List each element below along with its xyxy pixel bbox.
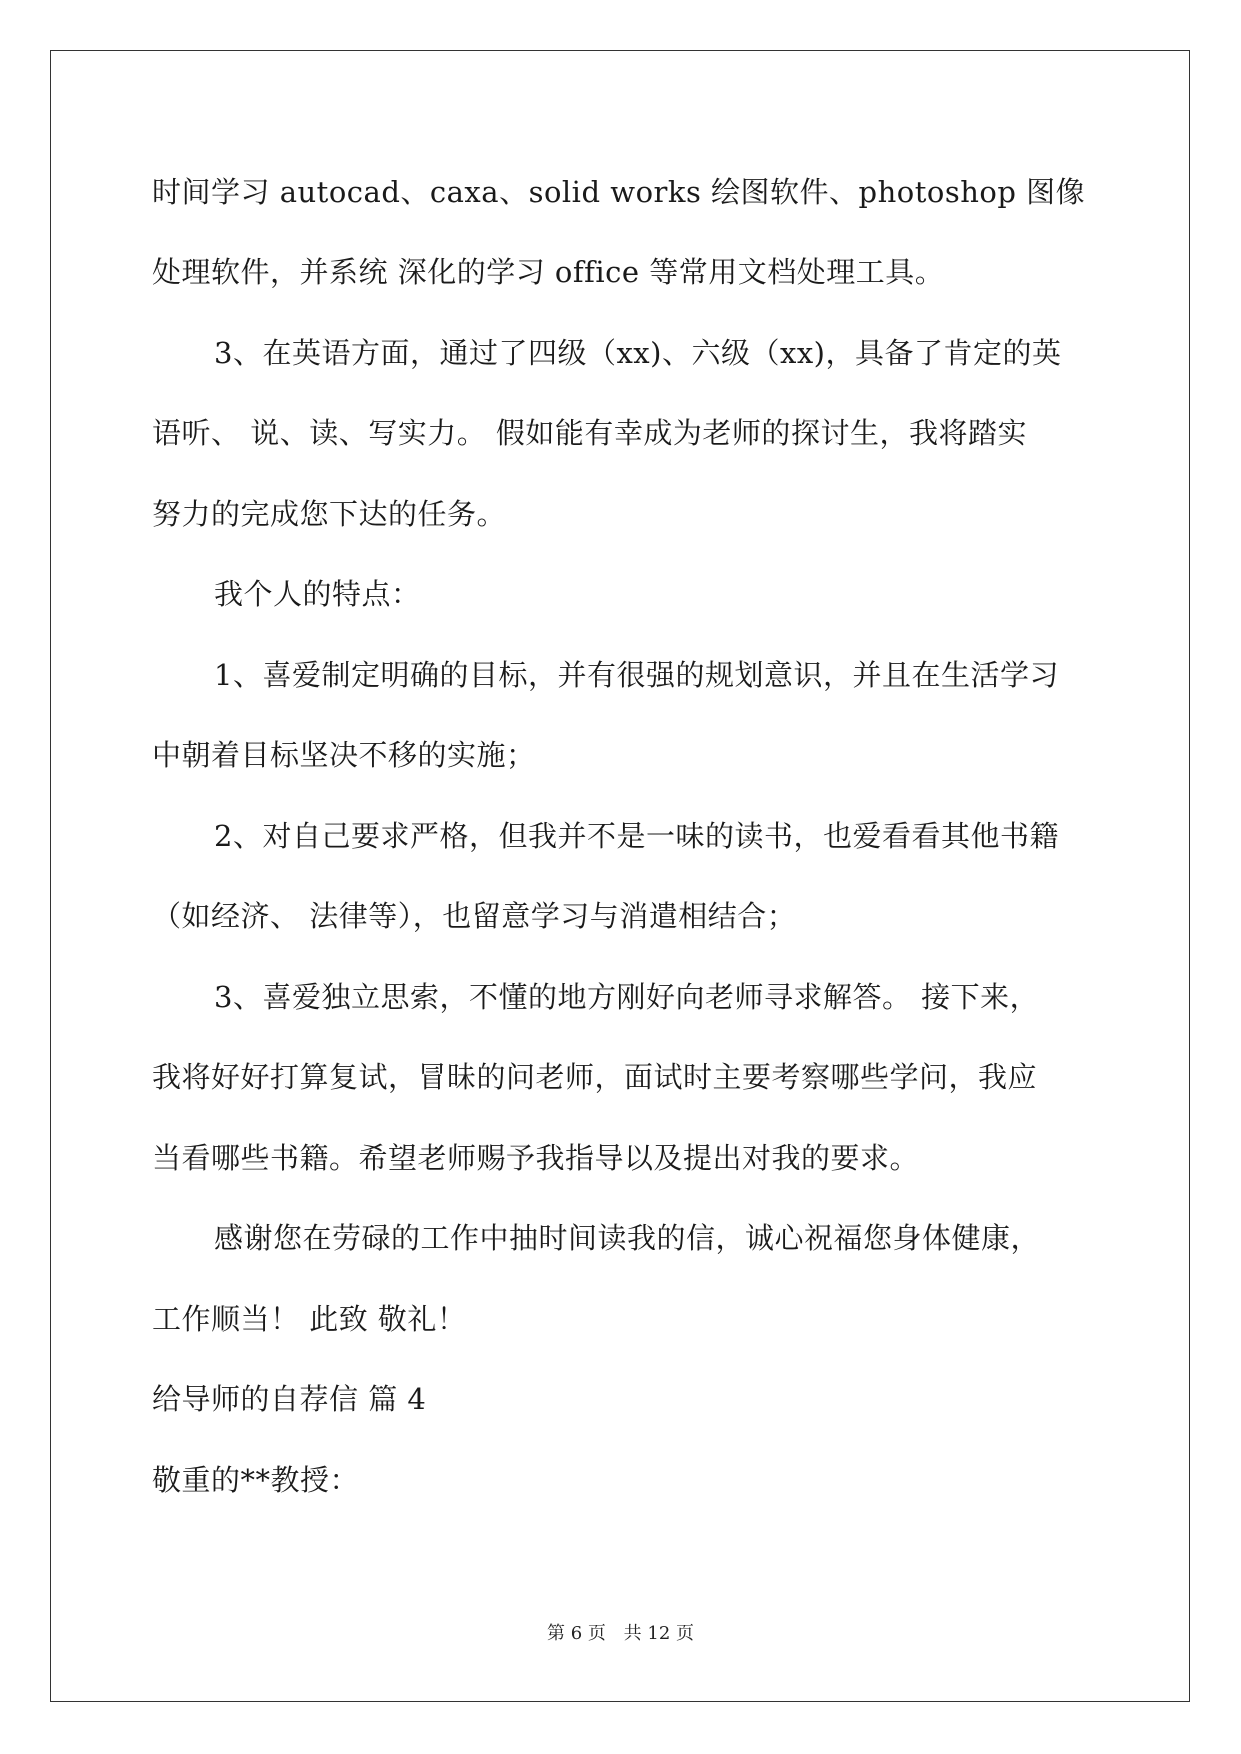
paragraph-line: 努力的完成您下达的任务。 [152,497,507,531]
paragraph-line: 感谢您在劳碌的工作中抽时间读我的信，诚心祝福您身体健康， [214,1221,1041,1255]
paragraph-line: 我将好好打算复试，冒昧的问老师，面试时主要考察哪些学问，我应 [152,1060,1038,1094]
page-total: 共 12 页 [623,1623,694,1644]
paragraph-line: 时间学习 autocad、caxa、solid works 绘图软件、photoshop 图像 [152,175,1086,209]
paragraph-line: 当看哪些书籍。希望老师赐予我指导以及提出对我的要求。 [152,1141,920,1175]
page-footer [0,1622,1241,1646]
section-title: 给导师的自荐信 篇 4 [152,1382,427,1416]
salutation: 敬重的**教授： [152,1463,360,1497]
closing-line: 工作顺当！ 此致 敬礼！ [152,1302,467,1336]
paragraph-line: 语听、 说、读、写实力。 假如能有幸成为老师的探讨生，我将踏实 [152,416,1027,450]
paragraph-line: 3、喜爱独立思索，不懂的地方刚好向老师寻求解答。 接下来， [214,980,1040,1014]
paragraph-line: 3、在英语方面，通过了四级（xx)、六级（xx)，具备了肯定的英 [214,336,1062,370]
paragraph-line: 中朝着目标坚决不移的实施； [152,738,536,772]
paragraph-line: （如经济、 法律等），也留意学习与消遣相结合； [152,899,797,933]
page-number: 第 6 页 [547,1623,606,1644]
paragraph-line: 2、对自己要求严格，但我并不是一味的读书，也爱看看其他书籍 [214,819,1059,853]
paragraph-line: 1、喜爱制定明确的目标，并有很强的规划意识，并且在生活学习 [214,658,1059,692]
page-border [50,50,1190,1702]
section-heading: 我个人的特点： [214,577,421,611]
paragraph-line: 处理软件，并系统 深化的学习 office 等常用文档处理工具。 [152,255,945,289]
